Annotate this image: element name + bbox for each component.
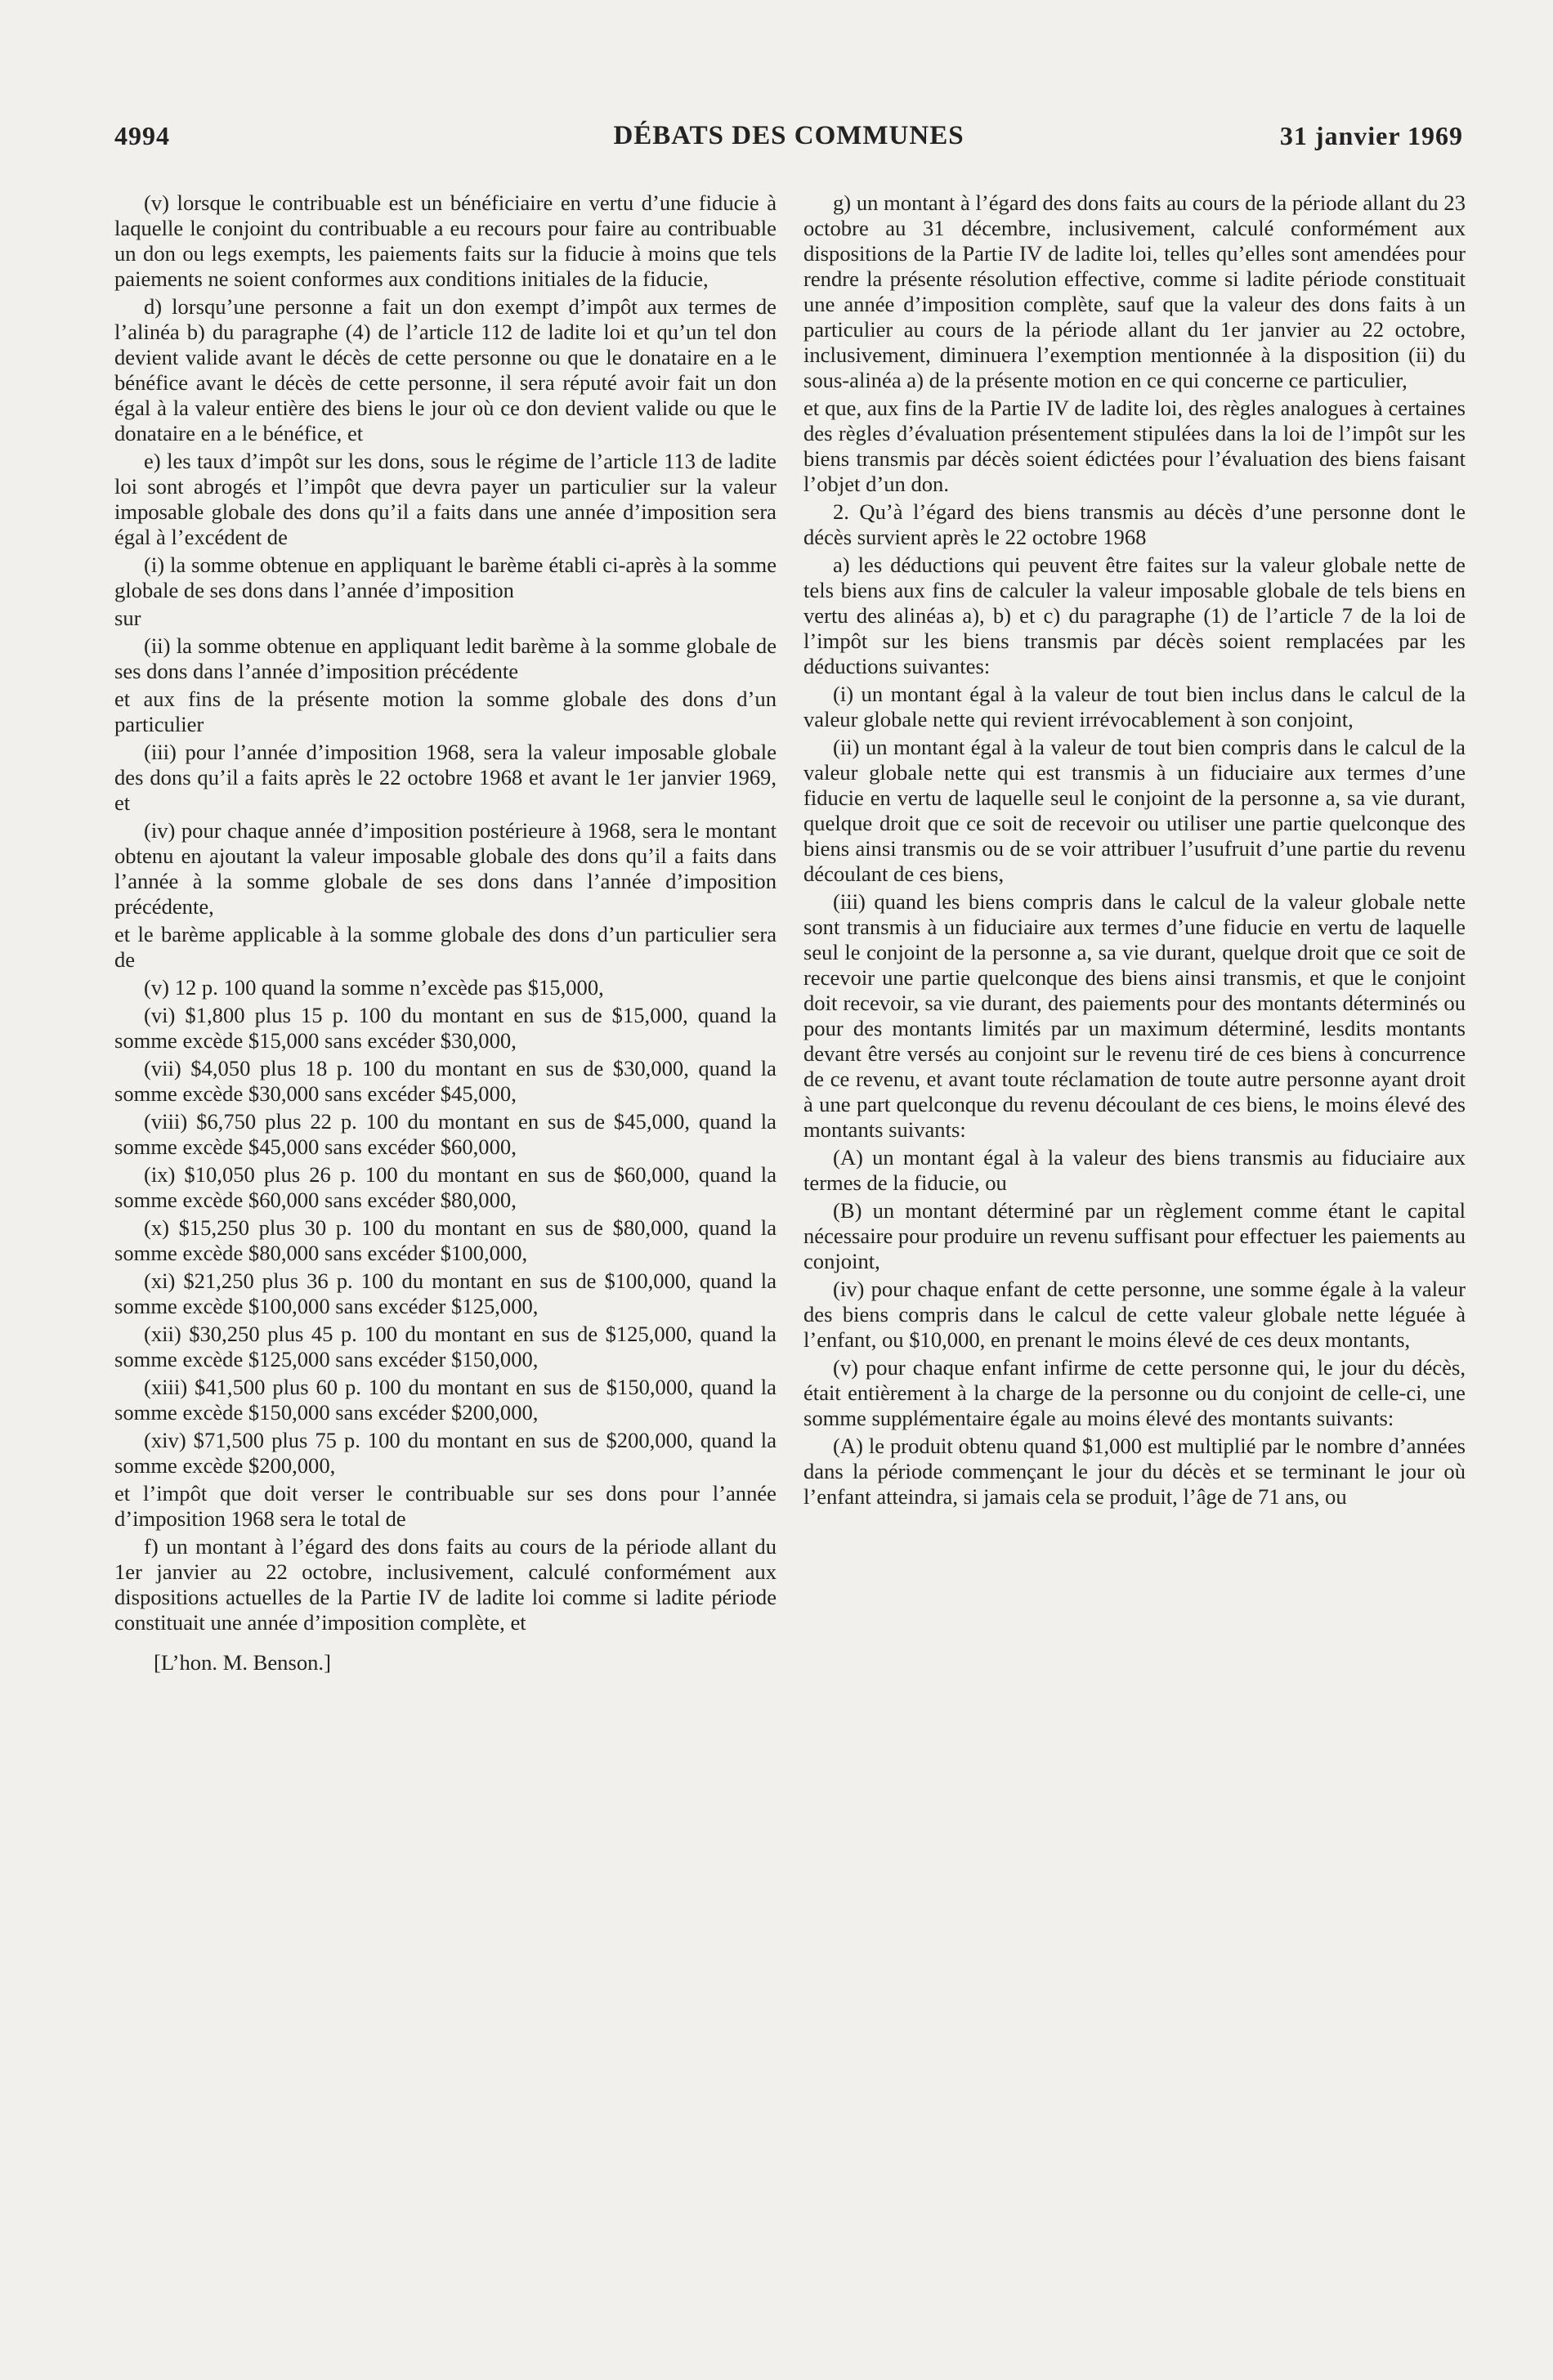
- paragraph: (xiv) $71,500 plus 75 p. 100 du montant en sus de $200,000, quand la somme excède $200,000,: [114, 1428, 776, 1478]
- paragraph: e) les taux d’impôt sur les dons, sous le régime de l’article 113 de ladite loi sont abrogés et l’impôt que devra payer un particulier sur la valeur imposable globale des dons qu’il a faits dans une année d’imposition sera égal à l’excédent de: [114, 449, 776, 549]
- page-number: 4994: [114, 121, 170, 150]
- paragraph: (iii) quand les biens compris dans le calcul de la valeur globale nette sont transmis à un fiduciaire aux termes d’une fiducie en vertu de laquelle seul le conjoint de la personne a, sa vie durant, quelque droit que ce soit de recevoir une partie quelconque des biens ainsi transmis, et que le conjoint doit recevoir, sa vie durant, des paiements pour des montants déterminés ou pour des montants limités par un maximum déterminé, lesdits montants devant être versés au conjoint sur le revenu tiré de ces biens à concurrence de ce revenu, et avant toute réclamation de toute autre personne ayant droit à une part quelconque du revenu découlant de ces biens, le moins élevé des montants suivants:: [803, 889, 1466, 1142]
- paragraph: et le barème applicable à la somme globale des dons d’un particulier sera de: [114, 922, 776, 972]
- speaker-attribution: [L’hon. M. Benson.]: [154, 1650, 331, 1675]
- right-column: [803, 190, 1466, 1512]
- paragraph: (x) $15,250 plus 30 p. 100 du montant en sus de $80,000, quand la somme excède $80,000 sans excéder $100,000,: [114, 1215, 776, 1265]
- paragraph: (iv) pour chaque année d’imposition postérieure à 1968, sera le montant obtenu en ajoutant la valeur imposable globale des dons qu’il a faits dans l’année à la somme globale de ses dons dans l’année d’imposition précédente,: [114, 818, 776, 919]
- paragraph: f) un montant à l’égard des dons faits au cours de la période allant du 1er janvier au 22 octobre, inclusivement, calculé conformément aux dispositions actuelles de la Partie IV de ladite loi comme si ladite période constituait une année d’imposition complète, et: [114, 1534, 776, 1635]
- paragraph: (xii) $30,250 plus 45 p. 100 du montant en sus de $125,000, quand la somme excède $125,000 sans excéder $150,000,: [114, 1322, 776, 1371]
- paragraph: (v) lorsque le contribuable est un bénéficiaire en vertu d’une fiducie à laquelle le conjoint du contribuable a eu recours pour faire au contribuable un don ou legs exempts, les paiements faits sur la fiducie à moins que tels paiements ne soient conformes aux conditions initiales de la fiducie,: [114, 190, 776, 291]
- publication-title: DÉBATS DES COMMUNES: [613, 121, 964, 150]
- paragraph: et que, aux fins de la Partie IV de ladite loi, des règles analogues à certaines des règles d’évaluation présentement stipulées dans la loi de l’impôt sur les biens transmis par décès soient édictées pour l’évaluation des biens faisant l’objet d’un don.: [803, 396, 1466, 496]
- paragraph: (iii) pour l’année d’imposition 1968, sera la valeur imposable globale des dons qu’il a faits après le 22 octobre 1968 et avant le 1er janvier 1969, et: [114, 740, 776, 815]
- paragraph: (xi) $21,250 plus 36 p. 100 du montant en sus de $100,000, quand la somme excède $100,000 sans excéder $125,000,: [114, 1268, 776, 1318]
- paragraph: (A) le produit obtenu quand $1,000 est multiplié par le nombre d’années dans la période commençant le jour du décès et se terminant le jour où l’enfant atteindra, si jamais cela se produit, l’âge de 71 ans, ou: [803, 1434, 1466, 1509]
- paragraph: (ii) un montant égal à la valeur de tout bien compris dans le calcul de la valeur globale nette qui est transmis à un fiduciaire aux termes d’une fiducie en vertu de laquelle seul le conjoint de la personne a, sa vie durant, quelque droit que ce soit de recevoir ou utiliser une partie quelconque des biens ainsi transmis ou de se voir attribuer l’usufruit d’une partie du revenu découlant de ces biens,: [803, 735, 1466, 886]
- paragraph: (iv) pour chaque enfant de cette personne, une somme égale à la valeur des biens compris dans le calcul de cette valeur globale nette léguée à l’enfant, ou $10,000, en prenant le moins élevé de ces deux montants,: [803, 1277, 1466, 1352]
- paragraph: g) un montant à l’égard des dons faits au cours de la période allant du 23 octobre au 31 décembre, inclusivement, calculé conformément aux dispositions de la Partie IV de ladite loi, telles qu’elles sont amendées pour rendre la présente résolution effective, comme si ladite période constituait une année d’imposition complète, sauf que la valeur des dons faits à un particulier au cours de la période allant du 1er janvier au 22 octobre, inclusivement, diminuera l’exemption mentionnée à la disposition (ii) du sous-alinéa a) de la présente motion en ce qui concerne ce particulier,: [803, 190, 1466, 392]
- paragraph: et l’impôt que doit verser le contribuable sur ses dons pour l’année d’imposition 1968 sera le total de: [114, 1481, 776, 1531]
- paragraph: (v) 12 p. 100 quand la somme n’excède pas $15,000,: [144, 975, 604, 1000]
- paragraph: et aux fins de la présente motion la somme globale des dons d’un particulier: [114, 687, 776, 736]
- paragraph: (xiii) $41,500 plus 60 p. 100 du montant en sus de $150,000, quand la somme excède $150,000 sans excéder $200,000,: [114, 1375, 776, 1425]
- paragraph: a) les déductions qui peuvent être faites sur la valeur globale nette de tels biens aux fins de calculer la valeur imposable globale de tels biens en vertu des alinéas a), b) et c) du paragraphe (1) de l’article 7 de la loi de l’impôt sur les biens transmis par décès soient remplacées par les déductions suivantes:: [803, 552, 1466, 678]
- paragraph: (i) un montant égal à la valeur de tout bien inclus dans le calcul de la valeur globale nette qui revient irrévocablement à son conjoint,: [803, 682, 1466, 731]
- paragraph: (A) un montant égal à la valeur des biens transmis au fiduciaire aux termes de la fiducie, ou: [803, 1145, 1466, 1195]
- paragraph: (v) pour chaque enfant infirme de cette personne qui, le jour du décès, était entièrement à la charge de la personne ou du conjoint de celle-ci, une somme supplémentaire égale au moins élevé des montants suivants:: [803, 1355, 1466, 1430]
- paragraph: sur: [114, 606, 141, 630]
- paragraph: (B) un montant déterminé par un règlement comme étant le capital nécessaire pour produire un revenu suffisant pour effectuer les paiements au conjoint,: [803, 1198, 1466, 1273]
- paragraph: (vi) $1,800 plus 15 p. 100 du montant en sus de $15,000, quand la somme excède $15,000 sans excéder $30,000,: [114, 1003, 776, 1053]
- paragraph: (viii) $6,750 plus 22 p. 100 du montant en sus de $45,000, quand la somme excède $45,000 sans excéder $60,000,: [114, 1109, 776, 1159]
- page-header: [114, 121, 1463, 170]
- paragraph: d) lorsqu’une personne a fait un don exempt d’impôt aux termes de l’alinéa b) du paragraphe (4) de l’article 112 de ladite loi et qu’un tel don devient valide avant le décès de cette personne ou que le donataire en a le bénéfice avant le décès de cette personne, il sera réputé avoir fait un don égal à la valeur entière des biens le jour où ce don devient valide ou que le donataire en a le bénéfice, et: [114, 294, 776, 445]
- left-column: [114, 190, 776, 1678]
- paragraph: (i) la somme obtenue en appliquant le barème établi ci-après à la somme globale de ses dons dans l’année d’imposition: [114, 552, 776, 602]
- paragraph: (ix) $10,050 plus 26 p. 100 du montant en sus de $60,000, quand la somme excède $60,000 sans excéder $80,000,: [114, 1162, 776, 1212]
- paragraph: (ii) la somme obtenue en appliquant ledit barème à la somme globale de ses dons dans l’année d’imposition précédente: [114, 633, 776, 683]
- paragraph: 2. Qu’à l’égard des biens transmis au décès d’une personne dont le décès survient après le 22 octobre 1968: [803, 499, 1466, 549]
- paragraph: (vii) $4,050 plus 18 p. 100 du montant en sus de $30,000, quand la somme excède $30,000 sans excéder $45,000,: [114, 1056, 776, 1106]
- page-date: 31 janvier 1969: [1279, 121, 1463, 150]
